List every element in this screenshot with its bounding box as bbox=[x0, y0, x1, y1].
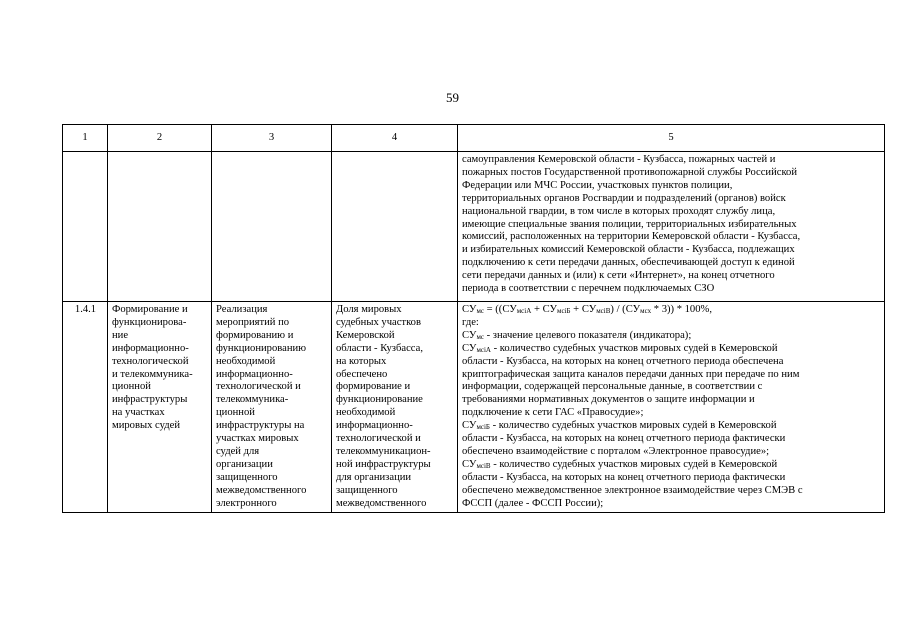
text-line: электронного bbox=[216, 497, 277, 509]
text-line: Федерации или МЧС России, участковых пунктов полиции, bbox=[462, 179, 733, 191]
text-line: формированию и bbox=[216, 329, 294, 341]
text-line: межведомственного bbox=[216, 484, 307, 496]
text-line: ФССП (далее - ФССП России); bbox=[462, 497, 604, 509]
definition-text: - количество судебных участков мировых судей в Кемеровской bbox=[490, 342, 778, 354]
formula-sy: СУ bbox=[581, 303, 597, 315]
text-line: защищенного bbox=[336, 484, 398, 496]
formula-sub: мс bbox=[476, 332, 484, 341]
header-cell: 4 bbox=[332, 125, 458, 152]
formula-sub: мсiА bbox=[516, 306, 532, 315]
empty-cell bbox=[63, 152, 108, 302]
text-line: области - Кузбасса, на которых на конец отчетного периода обеспечена bbox=[462, 355, 784, 367]
empty-cell bbox=[108, 152, 212, 302]
definition-line bbox=[462, 420, 881, 433]
formula-sy: СУ bbox=[502, 303, 517, 315]
text-line: области - Кузбасса, на которых на конец отчетного периода фактически bbox=[462, 471, 786, 483]
text-line: организации bbox=[216, 458, 273, 470]
text-line: мероприятий по bbox=[216, 316, 290, 328]
text-line: судей для bbox=[216, 445, 260, 457]
formula-sy: СУ bbox=[462, 458, 477, 470]
definition-line bbox=[462, 343, 881, 356]
formula-sy: СУ bbox=[625, 303, 641, 315]
text-line: Кемеровской bbox=[336, 329, 395, 341]
formula-sub: мсiБ bbox=[557, 306, 571, 315]
text-line: ционной bbox=[216, 407, 255, 419]
text-line: функционированию bbox=[216, 342, 307, 354]
formula-sy: СУ bbox=[462, 329, 477, 341]
text-line: и телекоммуника- bbox=[112, 368, 193, 380]
table-row bbox=[63, 152, 885, 302]
text-line: области - Кузбасса, на которых на конец отчетного периода фактически bbox=[462, 433, 786, 445]
text-line: требованиями нормативных документов о защите информации и bbox=[462, 394, 755, 406]
text-line: подключению к сети передачи данных, обеспечивающей доступ к единой bbox=[462, 257, 795, 269]
text-line: ционной bbox=[112, 381, 151, 393]
definition-text: - значение целевого показателя (индикатора); bbox=[483, 329, 692, 341]
text-line: инфраструктуры bbox=[112, 394, 188, 406]
text-line: на участках bbox=[112, 407, 165, 419]
header-cell: 3 bbox=[212, 125, 332, 152]
text-line: Реализация bbox=[216, 303, 268, 315]
formula-sy: СУ bbox=[462, 420, 477, 432]
text-line: территориальных органов Росгвардии и подразделений (органов) войск bbox=[462, 192, 786, 204]
text-line: подключение к сети ГАС «Правосудие»; bbox=[462, 407, 644, 419]
formula-sub: мсiВ bbox=[476, 461, 491, 470]
text-line: информационно- bbox=[112, 342, 189, 354]
text-line: технологической bbox=[112, 355, 189, 367]
text-line: самоуправления Кемеровской области - Кузбасса, пожарных частей и bbox=[462, 154, 776, 165]
indicator-table bbox=[62, 124, 885, 513]
text-line: обеспечено взаимодействие с порталом «Электронное правосудие»; bbox=[462, 445, 770, 457]
item-code: 1.4.1 bbox=[63, 301, 108, 513]
text-line: информационно- bbox=[216, 368, 293, 380]
formula-sy: СУ bbox=[462, 303, 477, 315]
text-line: сети передачи данных и (или) к сети «Интернет», на конец отчетного bbox=[462, 270, 775, 282]
text-line: защищенного bbox=[216, 471, 278, 483]
text-line: необходимой bbox=[336, 407, 396, 419]
text-line: технологической и bbox=[216, 381, 301, 393]
text-line: обеспечено межведомственное электронное взаимодействие через СМЭВ с bbox=[462, 484, 803, 496]
text-line: ние bbox=[112, 329, 129, 341]
text-line: Формирование и bbox=[112, 303, 188, 315]
text-line: информационно- bbox=[336, 420, 413, 432]
formula bbox=[462, 304, 881, 317]
definition-line bbox=[462, 330, 881, 343]
formula-sub: мсiВ bbox=[596, 306, 611, 315]
definition-text: - количество судебных участков мировых судей в Кемеровской bbox=[490, 458, 778, 470]
text-line: формирование и bbox=[336, 381, 411, 393]
text-line: национальной гвардии, в том числе в которых проходят службу лица, bbox=[462, 205, 776, 217]
text-line: функционирова- bbox=[112, 316, 187, 328]
formula-part: + bbox=[570, 303, 582, 315]
indicator-cell bbox=[332, 301, 458, 513]
text-line: комиссий, расположенных на территории Кемеровской области - Кузбасса, bbox=[462, 231, 801, 243]
text-line: Доля мировых bbox=[336, 303, 402, 315]
text-line: области - Кузбасса, bbox=[336, 342, 423, 354]
text-line: и избирательных комиссий Кемеровской области - Кузбасса, подлежащих bbox=[462, 244, 795, 256]
formula-sy: СУ bbox=[462, 342, 477, 354]
text-line: телекоммуника- bbox=[216, 394, 289, 406]
text-line: телекоммуникацион- bbox=[336, 445, 431, 457]
text-line: где: bbox=[462, 316, 479, 328]
text-line: на которых bbox=[336, 355, 387, 367]
formula-part: = (( bbox=[483, 303, 503, 315]
text-line: мировых судей bbox=[112, 420, 180, 432]
formula-sy: СУ bbox=[542, 303, 558, 315]
definition-line bbox=[462, 459, 881, 472]
formula-part: ) / ( bbox=[610, 303, 626, 315]
definition-text: - количество судебных участков мировых судей в Кемеровской bbox=[489, 420, 777, 432]
empty-cell bbox=[212, 152, 332, 302]
text-line: имеющие специальные звания полиции, территориальных избирательных bbox=[462, 218, 797, 230]
formula-sub: мс bbox=[476, 306, 484, 315]
text-line: участках мировых bbox=[216, 433, 299, 445]
text-line: функционирование bbox=[336, 394, 423, 406]
text-line: пожарных постов Государственной противопожарной службы Российской bbox=[462, 166, 798, 178]
text-line: судебных участков bbox=[336, 316, 421, 328]
calculation-method-cell bbox=[458, 301, 885, 513]
text-line: необходимой bbox=[216, 355, 276, 367]
table-header-row bbox=[63, 125, 885, 152]
continuation-text-cell bbox=[458, 152, 885, 302]
text-line: периода в соответствии с перечнем подключаемых СЗО bbox=[462, 283, 715, 295]
text-line: обеспечено bbox=[336, 368, 388, 380]
activity-name-cell bbox=[108, 301, 212, 513]
table-row bbox=[63, 301, 885, 513]
text-line: ной инфраструктуры bbox=[336, 458, 431, 470]
formula-part: * 3)) * 100%, bbox=[651, 303, 712, 315]
header-cell: 2 bbox=[108, 125, 212, 152]
formula-sub: мсiБ bbox=[476, 423, 490, 432]
text-line: для организации bbox=[336, 471, 412, 483]
formula-part: + bbox=[531, 303, 543, 315]
text-line: межведомственного bbox=[336, 497, 427, 509]
empty-cell bbox=[332, 152, 458, 302]
text-line: технологической и bbox=[336, 433, 421, 445]
formula-sub: мсiА bbox=[476, 345, 491, 354]
measures-cell bbox=[212, 301, 332, 513]
formula-sub: мсх bbox=[640, 306, 652, 315]
text-line: инфраструктуры на bbox=[216, 420, 305, 432]
header-cell: 1 bbox=[63, 125, 108, 152]
text-line: криптографическая защита каналов передачи данных при передаче по ним bbox=[462, 368, 800, 380]
text-line: информации, содержащей персональные данные, в соответствии с bbox=[462, 381, 763, 393]
header-cell: 5 bbox=[458, 125, 885, 152]
page-number: 59 bbox=[446, 90, 459, 105]
